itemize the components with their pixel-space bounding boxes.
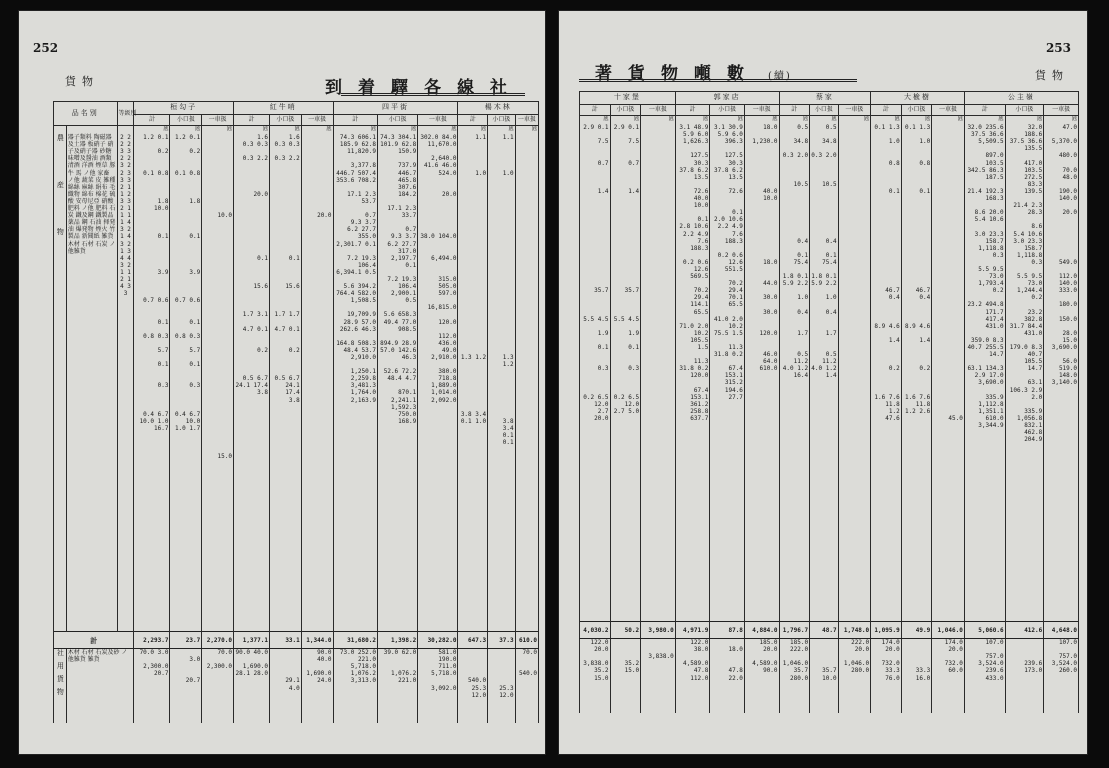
value-column: 0.5 34.8 0.3 2.0 10.5 0.4 0.1 75.4 1.8 0.1 5.9 2.2 1.0 0.4 1.7 0.5 11.2 4.0 1.2 16.4 (779, 123, 810, 622)
sub-header: 一車扱 (641, 105, 676, 116)
total-value: 647.3 (458, 632, 488, 649)
sub-header: 小口扱 (270, 115, 302, 126)
total-value: 1,377.1 (234, 632, 270, 649)
company-goods-row (580, 639, 1079, 714)
total-value: 3,980.0 (641, 622, 676, 639)
sub-header: 計 (871, 105, 902, 116)
value-column: 2.9 0.1 7.5 0.7 1.4 35.7 5.5 4.5 1.9 0.1 0.3 0.2 6.5 12.0 2.7 20.0 (580, 123, 611, 622)
station-header-row (580, 92, 1079, 105)
unit-label: 瓲 (202, 126, 234, 134)
total-value: 87.8 (710, 622, 745, 639)
sub-header-row (580, 105, 1079, 116)
company-value: 73.0 252.0 221.0 5,718.0 1,076.2 3,313.0 (333, 649, 377, 724)
value-column: 2.9 0.1 7.5 0.7 1.4 35.7 5.5 4.5 1.9 0.1 0.3 0.2 6.5 12.0 2.7 5.0 (610, 123, 641, 622)
total-row (54, 632, 539, 649)
value-column: 1.2 0.1 0.2 0.1 0.8 1.8 10.0 0.1 3.9 0.7 0.6 0.1 0.8 0.3 5.7 0.1 0.3 0.4 6.7 10.0 1.0 16.7 (134, 133, 170, 632)
right-ledger-table (579, 91, 1079, 713)
company-value: 122.0 38.0 4,589.0 47.8 112.0 (675, 639, 710, 714)
sub-header: 計 (458, 115, 488, 126)
sub-header: 一車扱 (932, 105, 965, 116)
unit-label: 瓲 (871, 116, 902, 124)
company-goods-row (54, 649, 539, 724)
sub-header: 小口扱 (810, 105, 839, 116)
unit-label: 瓲 (418, 126, 458, 134)
grade-values: 2 2 2 2 3 3 2 2 3 2 2 3 3 3 2 1 1 2 3 3 2 1 1 1 1 4 3 2 1 4 3 2 1 3 4 4 3 2 1 1 2 1 4 3 3 (117, 133, 134, 632)
company-value: 18.0 47.8 22.0 (710, 639, 745, 714)
station-header-row (54, 102, 539, 115)
running-head-right: 貨物 (1035, 69, 1069, 82)
unit-label: 瓲 (134, 126, 170, 134)
value-column: 74.3 606.1 185.9 62.8 11,820.9 3,377.8 446.7 507.4 353.6 708.2 17.1 2.3 53.7 0.7 9.3 3.7 6.2 27.7 355.0 2,301.7 0.1 7.2 19.3 106.4 6,394.1 0.5 5.6 394.2 764.4 582.0 1,508.5 19,709.9 28.9 57.0 262.6 46.3 164.8 508.3 48.4 53.7 2,910.0 1,250.1 2,259.8 3,481.3 1,764.0 2,163.9 (333, 133, 377, 632)
sub-header: 一車扱 (418, 115, 458, 126)
company-value: 239.6 173.0 (1005, 639, 1044, 714)
unit-label: 瓲 (580, 116, 611, 124)
total-value: 1,796.7 (779, 622, 810, 639)
station-header: 四平街 (333, 102, 458, 115)
value-column: 10.0 15.0 (202, 133, 234, 632)
company-value: 185.0 222.0 1,046.0 35.7 280.0 (779, 639, 810, 714)
value-column: 20.0 (301, 133, 333, 632)
sub-header: 一車扱 (1044, 105, 1079, 116)
value-column: 32.0 235.6 37.5 36.6 5,509.5 897.0 103.5 342.5 86.3 187.5 21.4 192.3 168.3 8.6 20.0 5.4 10.6 3.0 23.3 158.7 1,118.8 0.3 5.5 9.5 73.0 1,793.4 0.2 23.2 494.8 171.7 417.4 431.0 359.0 8.3 40.7 255.5 14.7 63.1 134.3 2.9 17.0 3,690.0 335.9 1,112.8 1,351.1 610.0 3,344.9 (964, 123, 1005, 622)
total-value: 4,884.0 (744, 622, 779, 639)
category-label: 農産物 (54, 133, 67, 632)
station-header: 楊木林 (458, 102, 539, 115)
total-value: 1,398.2 (378, 632, 418, 649)
company-value: 581.0 190.0 711.0 5,718.0 3,092.0 (418, 649, 458, 724)
total-value: 49.9 (901, 622, 932, 639)
title-right-text: 著貨物噸數 (595, 64, 760, 84)
sub-header: 計 (333, 115, 377, 126)
station-header: 十家堡 (580, 92, 676, 105)
sub-header: 計 (234, 115, 270, 126)
company-label: 社用貨物 (54, 649, 67, 724)
company-value: 107.0 757.0 3,524.0 260.0 (1044, 639, 1079, 714)
unit-label: 瓲 (901, 116, 932, 124)
item-names: 器子類料 陶磁器及土器 板硝子 硝子及硝子器 砂糖 味噌及醤油 酒類 清酒 洋酒 煙草 豚 牛 馬 ノ他 家畜 ノ他 蔬菜 皮 雑種 綿絲 麻絲 絹布 毛織物 綿布 棉花 硫酸 安母尼亞 硝酸 肥料 ノ他 肥料 石炭 鐵及鋼 鐵製品 薬品 鋼 石油 揮発油 爆発物 煙火 竹製品 新聞紙 雑貨 木材 石材 石炭 ノ他雑貨 (66, 133, 117, 632)
value-column: 1.6 0.3 0.3 0.3 2.2 20.0 0.1 15.6 1.7 3.1 4.7 0.1 0.2 0.5 6.7 24.1 17.4 3.8 (234, 133, 270, 632)
unit-label: 瓲 (744, 116, 779, 124)
total-value: 1,344.0 (301, 632, 333, 649)
value-column: 3.1 48.9 5.9 6.0 1,626.3 127.5 30.3 37.8 6.2 13.5 72.6 40.0 10.0 0.1 2.8 10.6 2.2 4.9 7.6 188.3 0.2 0.6 12.6 569.5 70.2 29.4 114.1 65.5 71.0 2.0 10.2 105.5 1.5 11.3 31.8 0.2 120.0 67.4 153.1 361.2 258.8 637.7 (675, 123, 710, 622)
total-value: 4,971.9 (675, 622, 710, 639)
unit-row (580, 116, 1079, 124)
value-column: 3.1 30.9 5.9 6.0 396.3 127.5 30.3 37.8 6.2 13.5 72.6 0.1 2.0 10.6 2.2 4.9 7.6 188.3 0.2 0.6 12.6 551.5 70.2 29.4 70.1 65.5 41.0 2.0 10.2 75.5 1.5 11.3 31.8 0.2 67.4 153.1 315.2 194.6 27.7 (710, 123, 745, 622)
unit-label: 瓲 (838, 116, 871, 124)
sub-header: 小口扱 (378, 115, 418, 126)
unit-label: 瓲 (170, 126, 202, 134)
value-column: 1.2 0.1 0.2 0.1 0.8 1.8 0.1 3.9 0.7 0.6 0.1 0.8 0.3 5.7 0.1 0.3 0.4 6.7 10.0 1.0 1.7 (170, 133, 202, 632)
value-column: 1.6 0.3 0.3 0.3 2.2 0.1 15.6 1.7 1.7 4.7 0.1 0.2 0.5 6.7 24.1 17.4 3.8 (270, 133, 302, 632)
unit-label: 瓲 (810, 116, 839, 124)
company-value: 185.0 20.0 4,589.0 90.0 (744, 639, 779, 714)
unit-row (54, 126, 539, 134)
page-number-right: 253 (1045, 41, 1071, 55)
station-header: 公主嶺 (964, 92, 1078, 105)
station-header: 桓勾子 (134, 102, 234, 115)
sub-header: 一車扱 (838, 105, 871, 116)
right-page (558, 10, 1088, 755)
unit-label: 瓲 (779, 116, 810, 124)
sub-header: 計 (134, 115, 170, 126)
station-header: 郭家店 (675, 92, 779, 105)
title-rule-right (579, 79, 857, 82)
total-value: 1,748.0 (838, 622, 871, 639)
value-column: 74.3 304.1 101.9 62.8 150.9 737.9 446.7 465.8 307.6 184.2 17.1 2.3 33.7 0.7 9.3 3.7 6.2 27.7 317.0 2,197.7 0.1 7.2 19.3 106.4 2,900.1 0.5 5.6 658.3 49.4 77.0 908.5 894.9 28.9 57.0 142.6 46.3 52.6 72.2 48.4 4.7 870.1 2,241.1 1,592.3 750.0 168.9 (378, 133, 418, 632)
unit-label: 瓲 (1044, 116, 1079, 124)
value-column: 302.0 84.0 11,670.0 2,640.0 41.6 46.0 524.0 20.0 38.0 104.0 6,494.0 315.0 505.0 597.0 16,815.0 120.0 112.0 436.0 49.0 2,910.0 380.0 718.8 1,889.0 1,014.0 2,092.0 (418, 133, 458, 632)
unit-label: 瓲 (270, 126, 302, 134)
value-column: 0.1 1.3 1.0 0.8 0.1 46.7 0.4 8.9 4.6 1.4 0.2 1.6 7.6 11.8 1.2 47.6 (871, 123, 902, 622)
company-value: 70.0 540.0 (515, 649, 538, 724)
company-value: 35.7 10.0 (810, 639, 839, 714)
sub-header: 小口扱 (488, 115, 516, 126)
company-value: 107.0 757.0 3,524.0 239.6 433.0 (964, 639, 1005, 714)
sub-header: 小口扱 (710, 105, 745, 116)
total-value: 5,060.6 (964, 622, 1005, 639)
company-value: 174.0 20.0 732.0 60.0 (932, 639, 965, 714)
continued-mark: (續) (768, 71, 792, 82)
total-label: 計 (54, 632, 134, 649)
company-value: 70.0 3.0 2,300.0 20.7 (134, 649, 170, 724)
sub-header: 小口扱 (610, 105, 641, 116)
total-value: 4,030.2 (580, 622, 611, 639)
value-column: 1.1 1.0 1.3 1.2 3.8 3.4 0.1 1.0 (458, 133, 488, 632)
page-number-left: 252 (33, 41, 59, 55)
value-column: 1.1 1.0 1.3 1.2 3.8 3.4 0.1 0.1 (488, 133, 516, 632)
sub-header: 小口扱 (1005, 105, 1044, 116)
unit-label: 瓲 (378, 126, 418, 134)
company-value: 90.0 40.0 1,690.0 24.0 (301, 649, 333, 724)
company-item-names: 木材 石材 石炭及砂 ノ他雑貨 雑貨 (66, 649, 134, 724)
company-value: 70.0 2,300.0 (202, 649, 234, 724)
company-value: 29.1 4.0 (270, 649, 302, 724)
company-value: 3,838.0 (641, 639, 676, 714)
sub-header: 計 (779, 105, 810, 116)
unit-label: 瓲 (458, 126, 488, 134)
total-value: 2,270.0 (202, 632, 234, 649)
value-column: 47.0 5,370.0 480.0 70.0 48.0 190.0 140.0 20.0 549.0 112.0 140.0 333.0 180.0 150.0 28.0 15.0 3,690.0 56.0 519.0 148.0 3,140.0 (1044, 123, 1079, 622)
company-value: 3.0 20.7 (170, 649, 202, 724)
unit-label: 瓲 (301, 126, 333, 134)
company-value: 39.0 62.0 1,076.2 221.0 (378, 649, 418, 724)
left-ledger-table (53, 101, 539, 723)
sub-header: 一車扱 (744, 105, 779, 116)
sub-header: 一車扱 (202, 115, 234, 126)
value-column: 32.0 188.6 37.5 36.6 135.5 417.0 103.5 272.5 83.3 139.5 21.4 2.3 28.3 8.6 5.4 10.6 3.0 23.3 158.7 1,118.8 0.3 5.5 9.5 73.0 1,244.4 0.2 23.2 382.8 31.7 84.4 431.0 179.0 8.3 40.7 105.5 14.7 63.1 106.3 2.9 2.0 335.9 1,056.8 832.1 462.8 204.9 (1005, 123, 1044, 622)
company-value: 122.0 20.0 3,838.0 35.2 15.0 (580, 639, 611, 714)
unit-label: 瓲 (710, 116, 745, 124)
total-value: 23.7 (170, 632, 202, 649)
station-header: 蔡家 (779, 92, 871, 105)
sub-header: 小口扱 (901, 105, 932, 116)
station-header: 大楡樹 (871, 92, 965, 105)
total-value: 1,046.0 (932, 622, 965, 639)
item-header: 品名別 (54, 102, 118, 126)
company-value: 222.0 20.0 1,046.0 280.0 (838, 639, 871, 714)
total-value: 1,095.9 (871, 622, 902, 639)
unit-label: 瓲 (610, 116, 641, 124)
total-row (580, 622, 1079, 639)
sub-header: 一車扱 (515, 115, 538, 126)
sub-header: 計 (964, 105, 1005, 116)
title-rule-left (341, 93, 525, 96)
total-value: 412.6 (1005, 622, 1044, 639)
total-value: 48.7 (810, 622, 839, 639)
value-column (838, 123, 871, 622)
sub-header: 小口扱 (170, 115, 202, 126)
unit-label: 瓲 (675, 116, 710, 124)
total-value: 31,680.2 (333, 632, 377, 649)
running-head-left: 貨物 (65, 75, 99, 88)
unit-label: 瓲 (515, 126, 538, 134)
data-row (54, 133, 539, 632)
company-value: 90.0 40.0 1,690.0 28.1 28.0 (234, 649, 270, 724)
total-value: 50.2 (610, 622, 641, 639)
company-value: 33.3 16.0 (901, 639, 932, 714)
sub-header: 計 (675, 105, 710, 116)
unit-label: 瓲 (641, 116, 676, 124)
title-left: 到着驛各線社 (325, 78, 523, 98)
total-value: 33.1 (270, 632, 302, 649)
company-value: 174.0 20.0 732.0 33.3 76.0 (871, 639, 902, 714)
data-row (580, 123, 1079, 622)
value-column: 0.1 1.3 1.0 0.8 0.1 46.7 0.4 8.9 4.6 1.4 0.2 1.6 7.6 11.8 1.2 2.6 (901, 123, 932, 622)
station-header: 紅牛哨 (234, 102, 334, 115)
total-value: 4,648.0 (1044, 622, 1079, 639)
company-value: 35.2 15.0 (610, 639, 641, 714)
unit-label: 瓲 (333, 126, 377, 134)
left-page (18, 10, 546, 755)
value-column: 18.0 1,230.0 40.0 10.0 18.0 44.0 30.0 30.0 120.0 46.0 64.0 610.0 (744, 123, 779, 622)
unit-label: 瓲 (1005, 116, 1044, 124)
total-value: 30,282.0 (418, 632, 458, 649)
value-column: 45.0 (932, 123, 965, 622)
total-value: 2,293.7 (134, 632, 170, 649)
total-value: 610.0 (515, 632, 538, 649)
company-value: 540.0 25.3 12.0 (458, 649, 488, 724)
unit-label: 瓲 (932, 116, 965, 124)
sub-header: 一車扱 (301, 115, 333, 126)
sub-header: 計 (580, 105, 611, 116)
value-column: 0.5 34.8 0.3 2.0 10.5 0.4 0.1 75.4 1.8 0.1 5.9 2.2 1.0 0.4 1.7 0.5 11.2 4.0 1.2 1.4 (810, 123, 839, 622)
value-column (641, 123, 676, 622)
unit-label: 瓲 (964, 116, 1005, 124)
total-value: 37.3 (488, 632, 516, 649)
company-value: 25.3 12.0 (488, 649, 516, 724)
grade-header: 等級別 (117, 102, 134, 126)
unit-label: 瓲 (234, 126, 270, 134)
value-column (515, 133, 538, 632)
unit-label: 瓲 (488, 126, 516, 134)
